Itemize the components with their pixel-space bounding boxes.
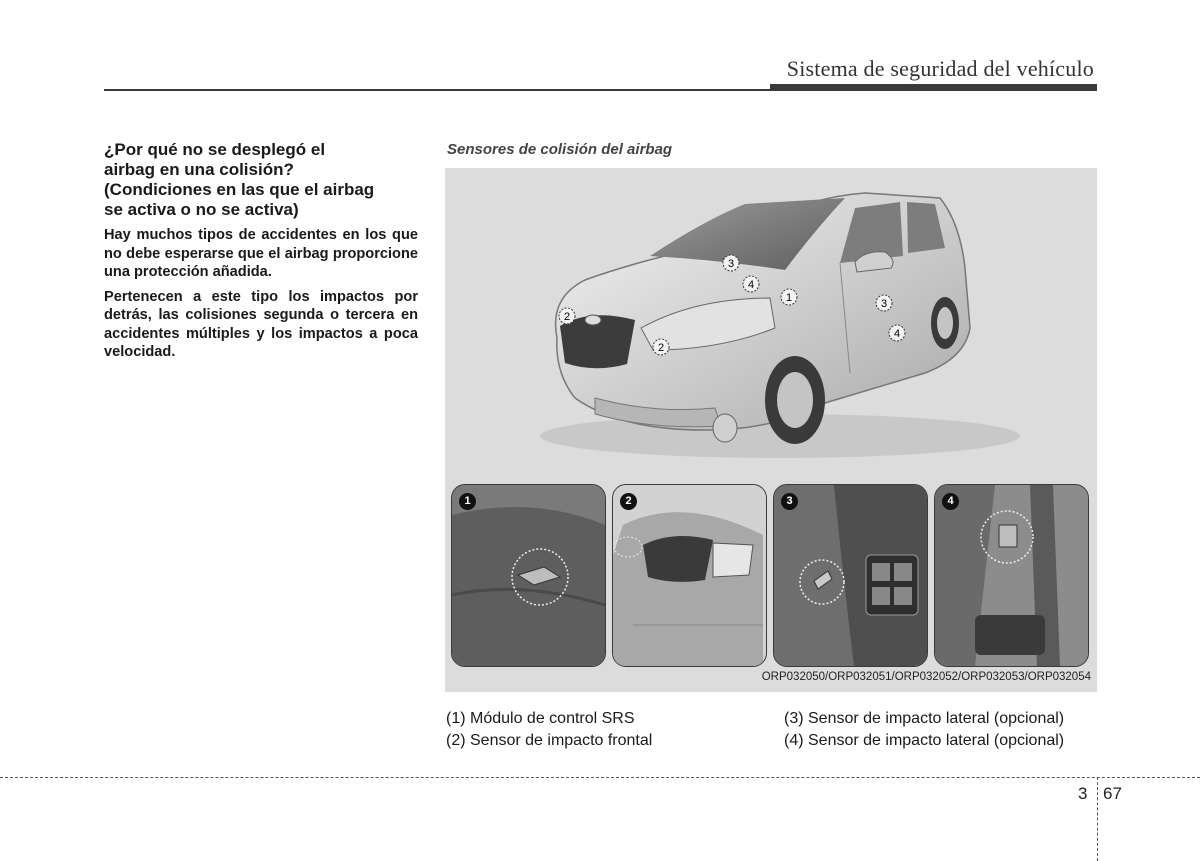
legend-item: (1) Módulo de control SRS xyxy=(446,710,635,727)
heading-line: ¿Por qué no se desplegó el xyxy=(104,140,326,159)
control-module-icon xyxy=(452,485,605,666)
thumbnail-2 xyxy=(612,484,767,667)
heading-line: (Condiciones en las que el airbag xyxy=(104,180,375,199)
callout-label: 3 xyxy=(880,298,888,310)
footer-dashed-rule xyxy=(0,777,1200,778)
chapter-number: 3 xyxy=(1078,784,1088,803)
fog-lamp xyxy=(713,414,737,442)
pillar-sensor-icon xyxy=(935,485,1088,666)
brand-logo xyxy=(585,315,601,325)
thumbnail-number: 4 xyxy=(942,493,959,510)
legend-item: (3) Sensor de impacto lateral (opcional) xyxy=(784,710,1065,727)
heading-line: airbag en una colisión? xyxy=(104,160,294,179)
thumbnail-number: 2 xyxy=(620,493,637,510)
callout-3-roof xyxy=(723,255,739,271)
thumbnail-4 xyxy=(934,484,1089,667)
header-rule-thin xyxy=(104,89,770,91)
airbag-sensor-figure xyxy=(445,168,1097,692)
section-title: Sistema de seguridad del vehículo xyxy=(786,56,1094,81)
car-illustration xyxy=(445,168,1097,468)
callout-4-door xyxy=(889,325,905,341)
callout-2-left xyxy=(559,308,575,324)
figure-caption: Sensores de colisión del airbag xyxy=(447,141,673,158)
front-sensor-icon xyxy=(613,485,766,666)
paragraph-accident-types: Hay muchos tipos de accidentes en los que no debe esperarse que el airbag proporcione una protección añadida. xyxy=(104,227,418,280)
question-heading xyxy=(104,140,418,220)
thumbnail-3 xyxy=(773,484,928,667)
callout-label: 3 xyxy=(727,258,735,270)
callout-2-right xyxy=(653,339,669,355)
door-sensor-icon xyxy=(774,485,927,666)
heading-line: se activa o no se activa) xyxy=(104,200,299,219)
thumbnail-1 xyxy=(451,484,606,667)
thumbnail-number: 3 xyxy=(781,493,798,510)
legend-left xyxy=(446,708,652,751)
rear-wheel-rim xyxy=(937,307,953,339)
front-wheel-rim xyxy=(777,372,813,428)
legend-item: (2) Sensor de impacto frontal xyxy=(446,731,653,749)
legend-right xyxy=(784,708,1064,751)
callout-4-roof xyxy=(743,276,759,292)
figure-code: ORP032050/ORP032051/ORP032052/ORP032053/ORP032054 xyxy=(761,671,1091,683)
callout-label: 2 xyxy=(563,311,571,323)
left-column xyxy=(104,140,418,362)
callout-label: 2 xyxy=(657,342,665,354)
callout-label: 4 xyxy=(893,328,901,340)
footer-dashed-divider xyxy=(1097,777,1098,861)
callout-3-door xyxy=(876,295,892,311)
legend-item: (4) Sensor de impacto lateral (opcional) xyxy=(784,731,1065,749)
callout-label: 1 xyxy=(785,292,793,304)
callout-label: 4 xyxy=(747,279,755,291)
page-number: 67 xyxy=(1103,784,1122,803)
callout-1 xyxy=(781,289,797,305)
thumbnail-number: 1 xyxy=(459,493,476,510)
header-rule-thick xyxy=(770,84,1097,91)
paragraph-impact-types: Pertenecen a este tipo los impactos por detrás, las colisiones segunda o tercera en accidentes múltiples y los impactos a poca velocidad. xyxy=(104,288,418,360)
